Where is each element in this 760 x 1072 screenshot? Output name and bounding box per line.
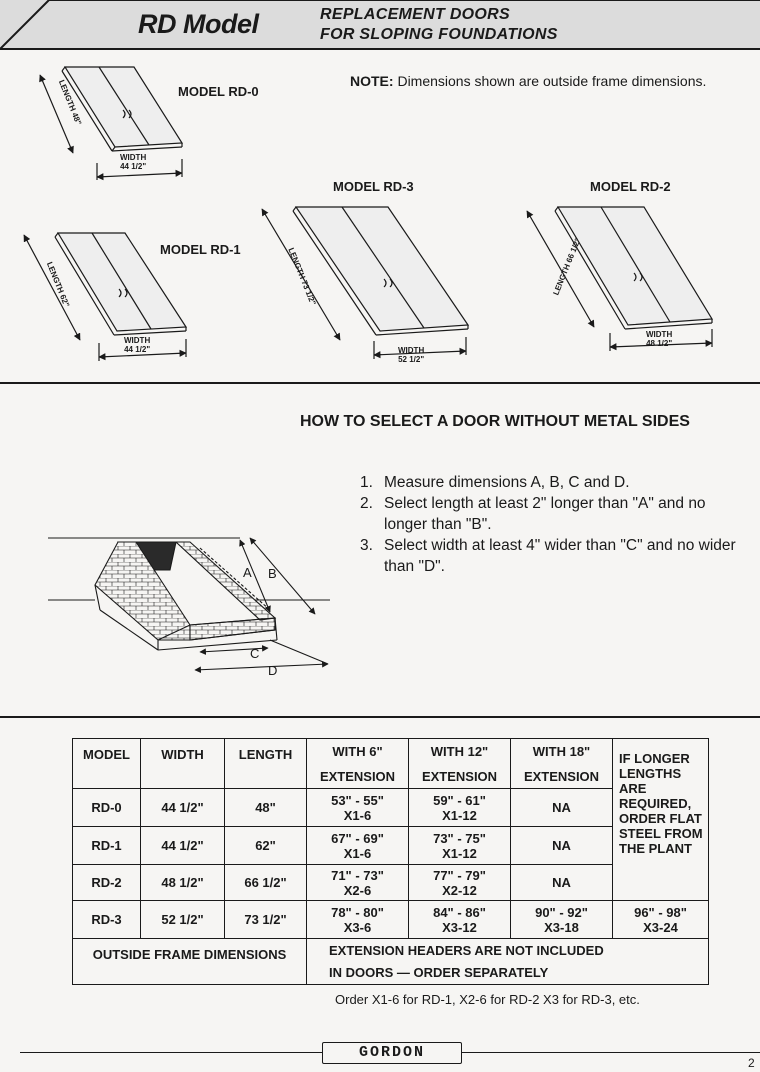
- ext12-code: X1-12: [442, 807, 477, 823]
- footer-rule-right: [462, 1052, 760, 1053]
- rd2-width-text: WIDTH: [646, 330, 673, 339]
- cell-length: 73 1/2": [225, 901, 307, 939]
- ext6-range: 78" - 80": [331, 904, 384, 920]
- section-divider-bottom: [0, 716, 760, 718]
- rd0-width-label: [120, 153, 146, 171]
- rd1-width-text: WIDTH: [124, 336, 151, 345]
- header-width: WIDTH: [141, 739, 225, 789]
- cell-width: 44 1/2": [141, 827, 225, 865]
- rd1-length-value: 62": [58, 293, 72, 309]
- rd1-length-text: LENGTH: [44, 260, 66, 295]
- dimension-letter-b: B: [268, 566, 277, 581]
- cell-ext6: [307, 789, 409, 827]
- footer-outside-frame: OUTSIDE FRAME DIMENSIONS: [73, 939, 307, 985]
- table-row: [73, 901, 709, 939]
- header-ext6-top: WITH 6": [307, 739, 409, 765]
- ext12-range: 59" - 61": [433, 792, 486, 808]
- dimension-letter-c: C: [250, 646, 260, 661]
- cell-ext12: [409, 865, 511, 901]
- footer-extension-note: [307, 939, 709, 985]
- note-label: NOTE:: [350, 73, 394, 89]
- rd3-width-text: WIDTH: [398, 346, 425, 355]
- cell-model: RD-1: [73, 827, 141, 865]
- model-rd1-label: MODEL RD-1: [160, 242, 241, 257]
- ext12-code: X3-12: [442, 919, 477, 935]
- cell-ext6: [307, 865, 409, 901]
- rd2-width-value: 48 1/2": [646, 339, 673, 348]
- rd1-width-value: 44 1/2": [124, 345, 151, 354]
- model-rd2-label: MODEL RD-2: [590, 179, 671, 194]
- rd3-width-value: 52 1/2": [398, 355, 425, 364]
- cell-model: RD-0: [73, 789, 141, 827]
- rd1-width-label: [124, 336, 150, 354]
- ext6-range: 53" - 55": [331, 792, 384, 808]
- cell-model: RD-2: [73, 865, 141, 901]
- door-diagrams: [0, 55, 760, 375]
- ext18-range: 90" - 92": [535, 904, 588, 920]
- howto-heading: HOW TO SELECT A DOOR WITHOUT METAL SIDES: [300, 413, 690, 430]
- page-subtitle-line2: FOR SLOPING FOUNDATIONS: [320, 26, 558, 43]
- ext12-range: 84" - 86": [433, 904, 486, 920]
- ext6-code: X1-6: [343, 845, 372, 861]
- step-text: Select length at least 2" longer than "A" and no longer than "B".: [384, 495, 706, 533]
- cell-length: 48": [225, 789, 307, 827]
- step-text: Measure dimensions A, B, C and D.: [384, 474, 630, 491]
- cell-length: 66 1/2": [225, 865, 307, 901]
- note-text: Dimensions shown are outside frame dimensions.: [397, 73, 707, 89]
- header-ext18-top: WITH 18": [511, 739, 613, 765]
- ext6-range: 71" - 73": [331, 867, 384, 883]
- order-note: Order X1-6 for RD-1, X2-6 for RD-2 X3 for RD-3, etc.: [335, 992, 640, 1007]
- door-rd3-drawing: [262, 207, 468, 359]
- ext6-code: X2-6: [343, 882, 372, 898]
- cell-ext12: [409, 827, 511, 865]
- howto-step: [360, 493, 740, 535]
- footer-extension-line1: EXTENSION HEADERS ARE NOT INCLUDED: [329, 942, 604, 958]
- rd0-length-value: 48": [70, 111, 84, 127]
- cell-ext6: [307, 901, 409, 939]
- rd0-width-text: WIDTH: [120, 153, 147, 162]
- cell-ext18: NA: [511, 827, 613, 865]
- rd2-length-text: LENGTH: [551, 262, 573, 297]
- cell-ext18: NA: [511, 789, 613, 827]
- header-ext6-bottom: EXTENSION: [307, 765, 409, 789]
- rd0-width-value: 44 1/2": [120, 162, 147, 171]
- ext6-range: 67" - 69": [331, 830, 384, 846]
- dimension-letter-a: A: [243, 565, 252, 580]
- dimension-letter-d: D: [268, 663, 278, 678]
- section-divider-top: [0, 382, 760, 384]
- rd3-length-text: LENGTH: [286, 246, 308, 281]
- door-rd2-drawing: [527, 207, 712, 351]
- ext24-code: X3-24: [643, 919, 678, 935]
- gordon-logo: GORDON: [322, 1042, 462, 1064]
- howto-step: [360, 472, 740, 493]
- ext18-code: X3-18: [544, 919, 579, 935]
- step-number: 3.: [360, 537, 373, 554]
- header-ext12-top: WITH 12": [409, 739, 511, 765]
- ext6-code: X1-6: [343, 807, 372, 823]
- rd3-width-label: [398, 346, 424, 364]
- cell-ext18: NA: [511, 865, 613, 901]
- cell-ext12: [409, 901, 511, 939]
- rd3-length-value: 73 1/2": [299, 279, 318, 307]
- page-number: 2: [748, 1056, 755, 1070]
- longer-lengths-note: IF LONGER LENGTHS ARE REQUIRED, ORDER FLAT STEEL FROM THE PLANT: [613, 739, 709, 901]
- header-model: MODEL: [73, 739, 141, 789]
- ext12-code: X2-12: [442, 882, 477, 898]
- rd0-length-text: LENGTH: [56, 78, 78, 113]
- page-subtitle-line1: REPLACEMENT DOORS: [320, 6, 510, 23]
- ext12-range: 77" - 79": [433, 867, 486, 883]
- model-rd0-label: MODEL RD-0: [178, 84, 259, 99]
- page-title: RD Model: [138, 9, 259, 39]
- footer-rule-left: [20, 1052, 322, 1053]
- step-number: 2.: [360, 495, 373, 512]
- cell-ext12: [409, 789, 511, 827]
- rd2-length-value: 66 1/2": [564, 236, 583, 264]
- ext12-range: 73" - 75": [433, 830, 486, 846]
- model-rd3-label: MODEL RD-3: [333, 179, 414, 194]
- cell-ext6: [307, 827, 409, 865]
- cell-ext24: [613, 901, 709, 939]
- header-ext12-bottom: EXTENSION: [409, 765, 511, 789]
- header-ext18-bottom: EXTENSION: [511, 765, 613, 789]
- cell-length: 62": [225, 827, 307, 865]
- header-length: LENGTH: [225, 739, 307, 789]
- step-text: Select width at least 4" wider than "C" and no wider than "D".: [384, 537, 736, 575]
- ext24-range: 96" - 98": [634, 904, 687, 920]
- howto-step: [360, 535, 740, 577]
- foundation-diagram: [40, 530, 340, 690]
- cell-model: RD-3: [73, 901, 141, 939]
- cell-width: 48 1/2": [141, 865, 225, 901]
- footer-extension-line2: IN DOORS — ORDER SEPARATELY: [329, 964, 549, 980]
- cell-ext18: [511, 901, 613, 939]
- howto-steps: [360, 472, 740, 577]
- rd2-width-label: [646, 330, 672, 348]
- ext12-code: X1-12: [442, 845, 477, 861]
- cell-width: 44 1/2": [141, 789, 225, 827]
- step-number: 1.: [360, 474, 373, 491]
- dimensions-table: [72, 738, 709, 985]
- ext6-code: X3-6: [343, 919, 372, 935]
- cell-width: 52 1/2": [141, 901, 225, 939]
